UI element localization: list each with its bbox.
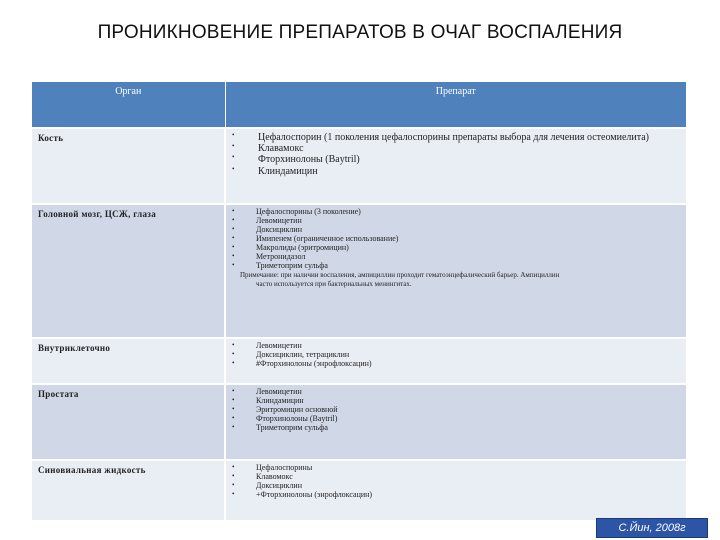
drug-item: • Доксициклин: [232, 226, 678, 235]
drug-list: [232, 388, 678, 433]
note-line-continued: часто используется при бактериальных менингитах.: [256, 279, 412, 288]
drug-item: • Левомицетин: [232, 388, 678, 397]
organ-cell: Головной мозг, ЦСЖ, глаза: [32, 204, 225, 338]
column-header-organ: Орган: [32, 82, 225, 128]
drug-item: • Триметоприм сульфа: [232, 262, 678, 271]
column-header-drug: Препарат: [225, 82, 686, 128]
drug-list: [232, 342, 678, 369]
drug-item: • Эритромицин основной: [232, 406, 678, 415]
organ-cell: Простата: [32, 384, 225, 460]
organ-cell: Синовиальная жидкость: [32, 460, 225, 520]
drug-item: • Доксициклин, тетрациклин: [232, 351, 678, 360]
note-text: [232, 271, 678, 289]
table-row: [32, 460, 686, 520]
drug-item: • +Фторхинолоны (энрофлоксацин): [232, 491, 678, 500]
table-row: [32, 128, 686, 204]
drug-item: • Метронидазол: [232, 253, 678, 262]
drug-list: [232, 208, 678, 271]
table-header-row: [32, 82, 686, 128]
drug-item: • Фторхинолоны (Baytril): [232, 154, 678, 165]
table-row: [32, 384, 686, 460]
table-row: [32, 338, 686, 384]
drug-item: • Цефалоспорины (3 поколение): [232, 208, 678, 217]
drug-item: • #Фторхинолоны (энрофлоксацин): [232, 360, 678, 369]
drug-item: • Клавомокс: [232, 473, 678, 482]
drug-list-cell: [225, 204, 686, 338]
drug-item: • Клиндамицин: [232, 397, 678, 406]
organ-cell: Кость: [32, 128, 225, 204]
drug-item: • Фторхинолоны (Baytril): [232, 415, 678, 424]
drug-item: • Макролиды (эритромицин): [232, 244, 678, 253]
drug-item: • Триметоприм сульфа: [232, 424, 678, 433]
drug-item: • Левомицетин: [232, 342, 678, 351]
drug-item: • Клавамокс: [232, 143, 678, 154]
organ-cell: Внутриклеточно: [32, 338, 225, 384]
drug-list-cell: [225, 338, 686, 384]
drug-item: • Клиндамицин: [232, 166, 678, 177]
drug-penetration-table: [32, 82, 686, 520]
drug-item: • Цефалоспорины: [232, 464, 678, 473]
drug-item: • Доксициклин: [232, 482, 678, 491]
drug-list: [232, 132, 678, 177]
drug-list-cell: [225, 384, 686, 460]
drug-list-cell: [225, 128, 686, 204]
drug-item: • Цефалоспорин (1 поколения цефалоспорины препараты выбора для лечения остеомиелита): [232, 132, 678, 143]
drug-list-cell: [225, 460, 686, 520]
drug-item: • Имипенем (ограниченное использование): [232, 235, 678, 244]
note-line: Примечание: при наличии воспаления, ампициллин проходит гематоэнцефалический барьер. Ампициллин: [240, 270, 560, 279]
page-title: ПРОНИКНОВЕНИЕ ПРЕПАРАТОВ В ОЧАГ ВОСПАЛЕНИЯ: [97, 22, 623, 43]
drug-list: [232, 464, 678, 500]
drug-item: • Левомицетин: [232, 217, 678, 226]
author-credit-badge: С.Йин, 2008г: [596, 518, 708, 538]
table-row: [32, 204, 686, 338]
